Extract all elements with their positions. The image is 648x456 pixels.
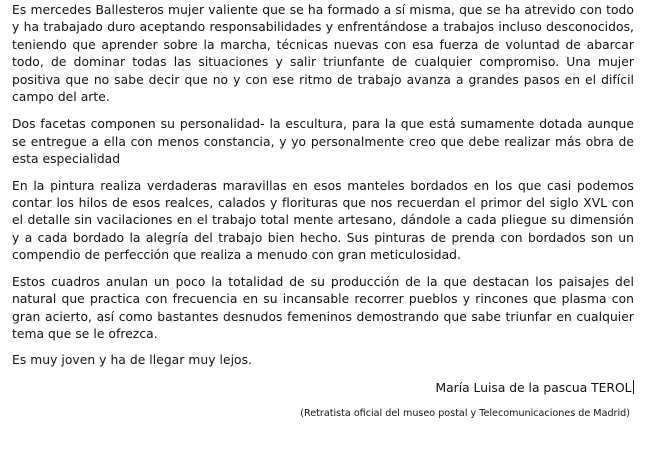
paragraph-closing: Es muy joven y ha de llegar muy lejos. (12, 353, 253, 368)
document-page (12, 2, 634, 420)
text-cursor (633, 380, 635, 394)
signature-text: María Luisa de la pascua TEROL (435, 380, 632, 395)
signature-line (12, 380, 634, 397)
paragraph-intro: Es mercedes Ballesteros mujer valiente que se ha formado a sí misma, que se ha atrevido con todo y ha trabajado duro aceptando responsabilidades y enfrentándose a trabajos incluso desconocidos, teniendo que aprender sobre la marcha, técnicas nuevas con esa fuerza de voluntad de abarcar todo, de dominar todas las situaciones y salir triunfante de cualquier compromiso. Una mujer positiva que no sabe decir que no y con ese ritmo de trabajo avanza a grandes pasos en el difícil campo del arte. (12, 3, 634, 105)
author-credit: (Retratista oficial del museo postal y Telecomunicaciones de Madrid) (300, 407, 630, 419)
paragraph-sculpture: Dos facetas componen su personalidad- la escultura, para la que está sumamente dotada aunque se entregue a ella con menos constancia, y yo personalmente creo que debe realizar más obra de esta especialidad (12, 117, 634, 167)
paragraph-painting: En la pintura realiza verdaderas maravillas en esos manteles bordados en los que casi podemos contar los hilos de esos realces, calados y florituras que nos recuerdan el primor del siglo XVL con el detalle sin vacilaciones en el trabajo total mente artesano, dándole a cada pliegue su dimensión y a cada bordado la alegría del trabajo bien hecho. Sus pinturas de prenda con bordados son un compendio de perfección que realiza a menudo con gran meticulosidad. (12, 178, 634, 263)
paragraph-landscapes: Estos cuadros anulan un poco la totalidad de su producción de la que destacan los paisajes del natural que practica con frecuencia en su incansable recorrer pueblos y rincones que plasma con gran acierto, así como bastantes desnudos femeninos demostrando que sabe triunfar en cualquier tema que se le ofrezca. (12, 274, 634, 341)
